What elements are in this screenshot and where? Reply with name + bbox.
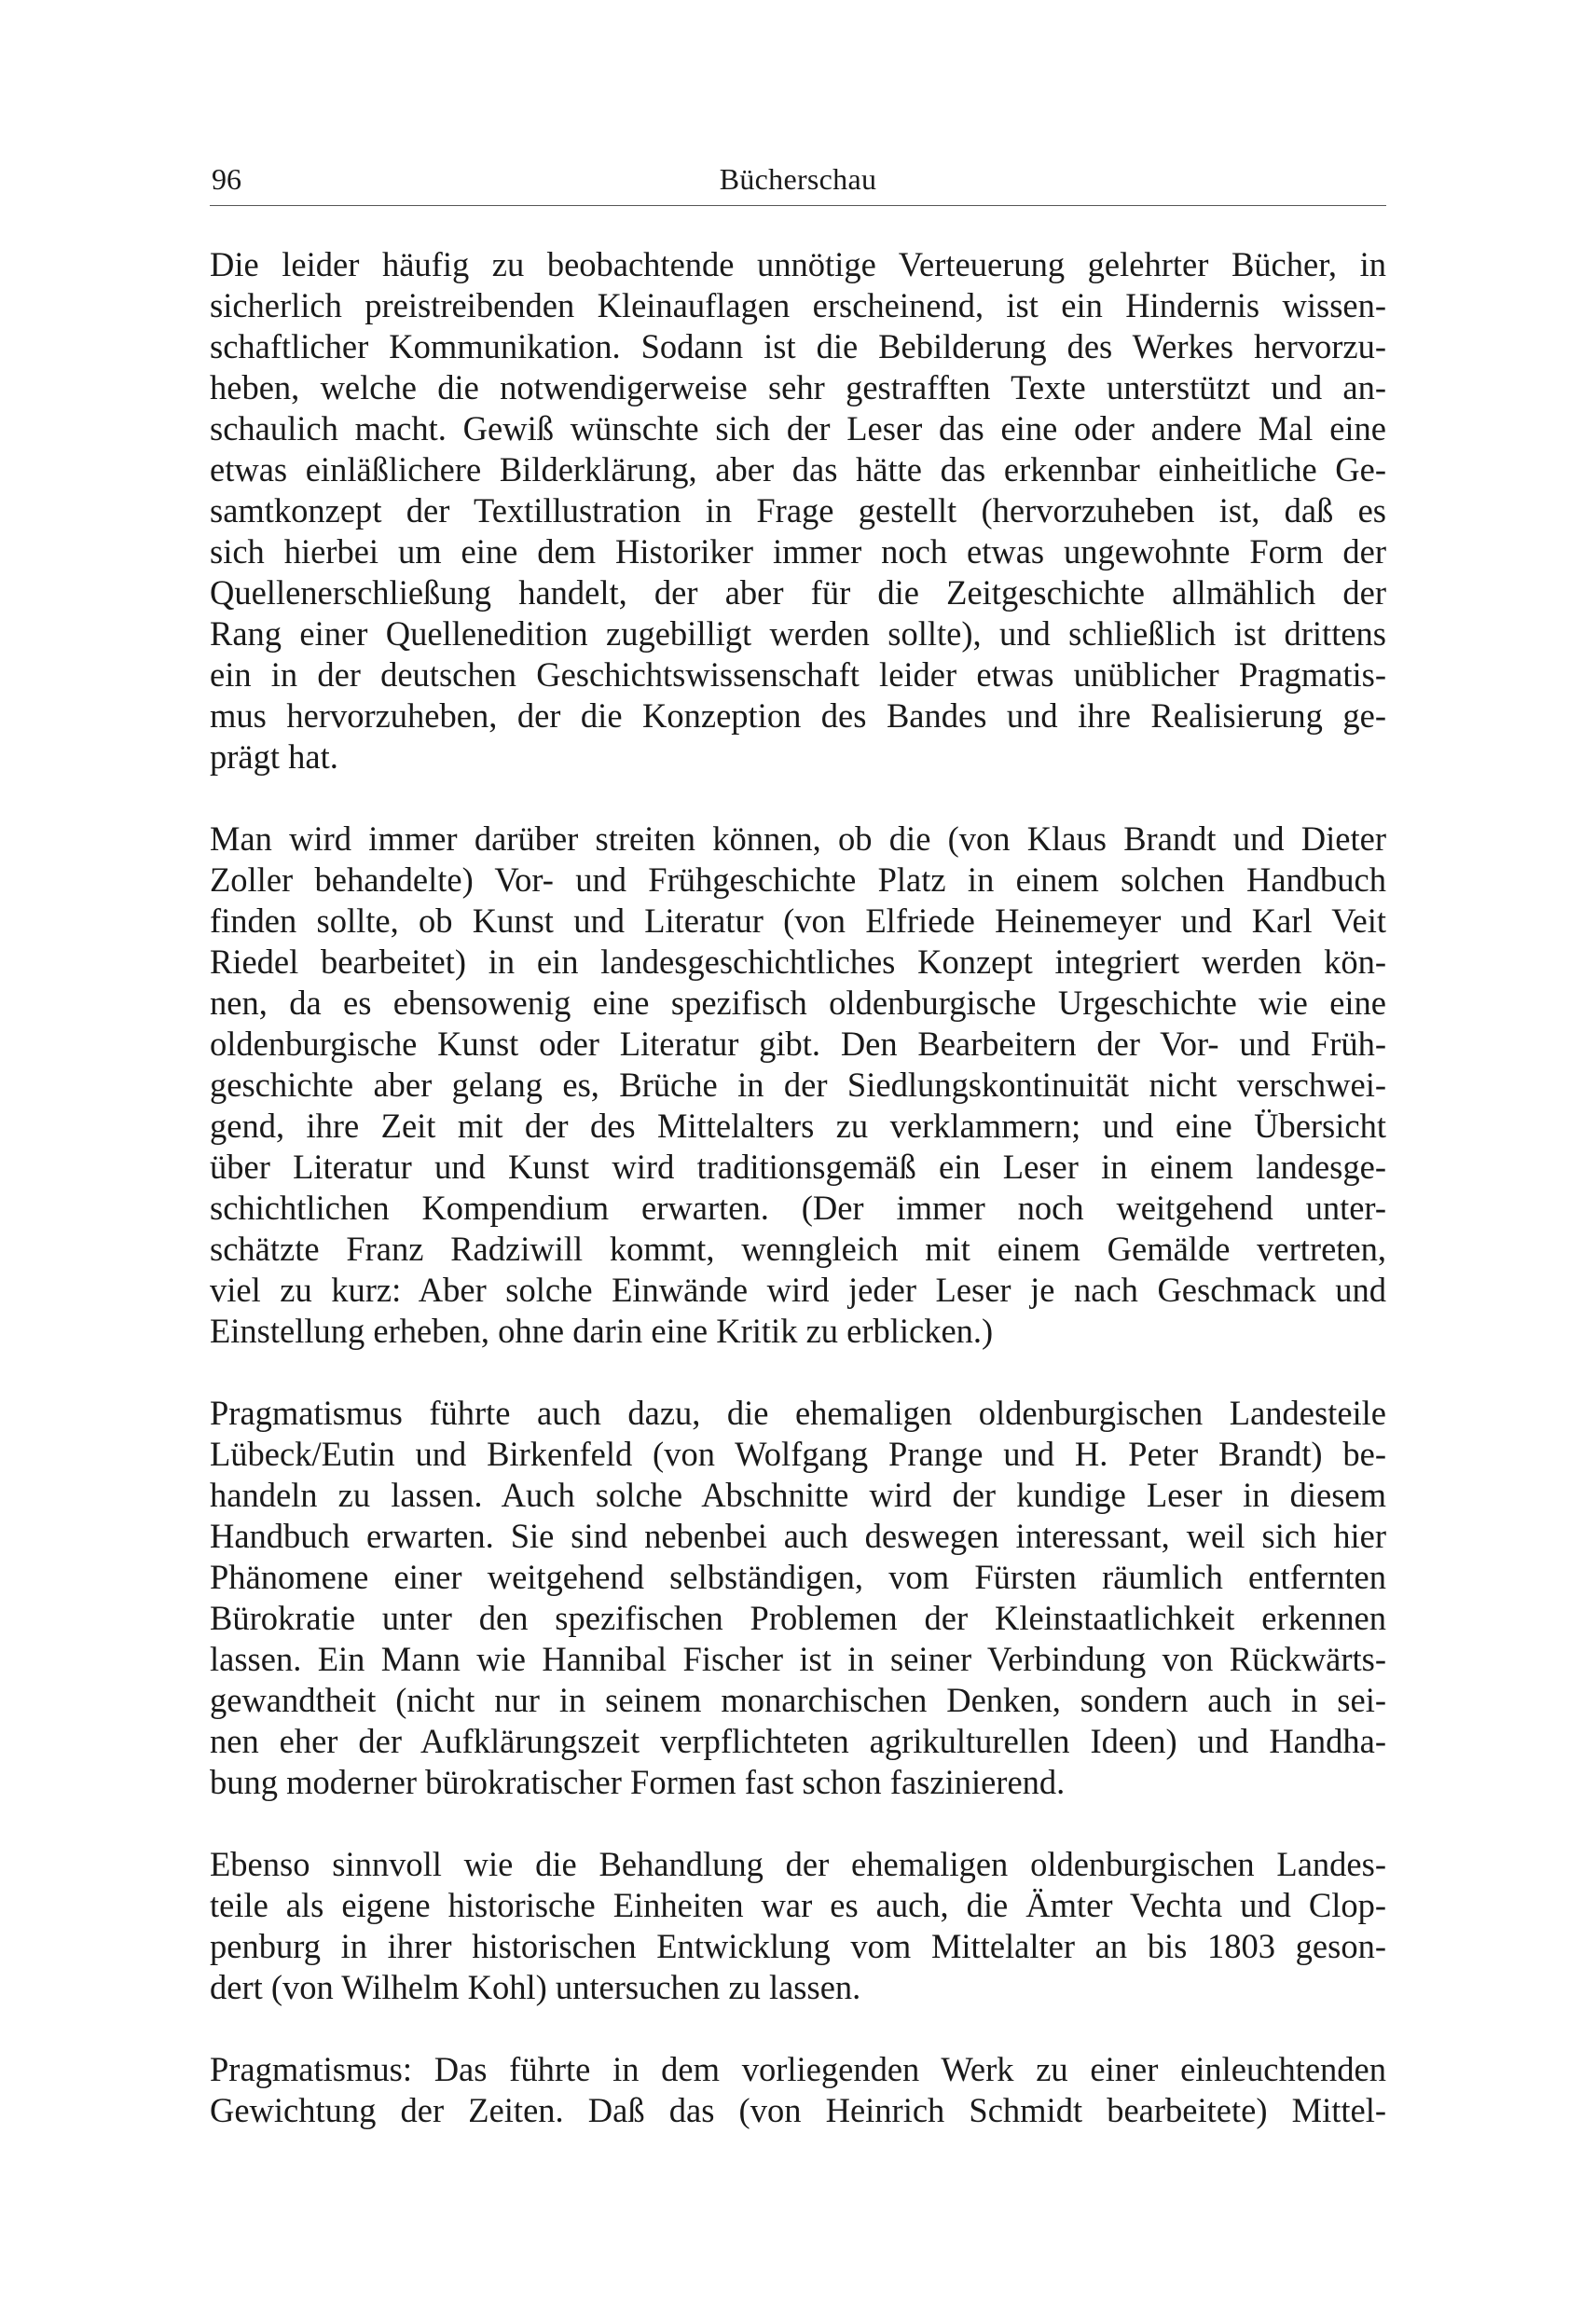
text-line: oldenburgische Kunst oder Literatur gibt. Den Bearbeitern der Vor- und Früh- [210, 1025, 1386, 1063]
text-line: Ebenso sinnvoll wie die Behandlung der ehemaligen oldenburgischen Landes- [210, 1845, 1386, 1883]
text-line: finden sollte, ob Kunst und Literatur (von Elfriede Heinemeyer und Karl Veit [210, 901, 1386, 940]
text-line: Gewichtung der Zeiten. Daß das (von Heinrich Schmidt bearbeitete) Mittel- [210, 2091, 1386, 2129]
text-line: über Literatur und Kunst wird traditionsgemäß ein Leser in einem landesge- [210, 1148, 1386, 1186]
body-text [210, 244, 1386, 2172]
text-line: Man wird immer darüber streiten können, ob die (von Klaus Brandt und Dieter [210, 819, 1386, 858]
text-line: Phänomene einer weitgehend selbständigen, vom Fürsten räumlich entfernten [210, 1558, 1386, 1596]
text-line: schaftlicher Kommunikation. Sodann ist die Bebilderung des Werkes hervorzu- [210, 327, 1386, 365]
text-line: ein in der deutschen Geschichtswissenschaft leider etwas unüblicher Pragmatis- [210, 655, 1386, 694]
text-line: Bürokratie unter den spezifischen Problemen der Kleinstaatlichkeit erkennen [210, 1599, 1386, 1637]
text-line: Einstellung erheben, ohne darin eine Kritik zu erblicken.) [210, 1312, 994, 1350]
text-line: prägt hat. [210, 737, 338, 776]
text-line: handeln zu lassen. Auch solche Abschnitte wird der kundige Leser in diesem [210, 1476, 1386, 1514]
text-line: penburg in ihrer historischen Entwicklung vom Mittelalter an bis 1803 geson- [210, 1927, 1386, 1965]
paragraph [210, 819, 1386, 1352]
text-line: bung moderner bürokratischer Formen fast schon faszinierend. [210, 1763, 1066, 1801]
text-line: Lübeck/Eutin und Birkenfeld (von Wolfgang Prange und H. Peter Brandt) be- [210, 1435, 1386, 1473]
text-line: dert (von Wilhelm Kohl) untersuchen zu lassen. [210, 1968, 861, 2006]
page-number: 96 [212, 162, 241, 196]
text-line: Handbuch erwarten. Sie sind nebenbei auch deswegen interessant, weil sich hier [210, 1517, 1386, 1555]
text-line: gend, ihre Zeit mit der des Mittelalters zu verklammern; und eine Übersicht [210, 1107, 1386, 1145]
running-head: Bücherschau [719, 162, 877, 196]
text-line: sicherlich preistreibenden Kleinauflagen erscheinend, ist ein Hindernis wissen- [210, 286, 1386, 324]
text-line: geschichte aber gelang es, Brüche in der Siedlungskontinuität nicht verschwei- [210, 1066, 1386, 1104]
text-line: etwas einläßlichere Bilderklärung, aber das hätte das erkennbar einheitliche Ge- [210, 450, 1386, 489]
text-line: Quellenerschließung handelt, der aber für die Zeitgeschichte allmählich der [210, 573, 1386, 612]
text-line: sich hierbei um eine dem Historiker immer noch etwas ungewohnte Form der [210, 532, 1386, 571]
text-line: gewandtheit (nicht nur in seinem monarchischen Denken, sondern auch in sei- [210, 1681, 1386, 1719]
text-line: schaulich macht. Gewiß wünschte sich der Leser das eine oder andere Mal eine [210, 409, 1386, 447]
text-line: viel zu kurz: Aber solche Einwände wird jeder Leser je nach Geschmack und [210, 1271, 1386, 1309]
text-line: Die leider häufig zu beobachtende unnötige Verteuerung gelehrter Bücher, in [210, 245, 1386, 283]
text-line: schätzte Franz Radziwill kommt, wenngleich mit einem Gemälde vertreten, [210, 1230, 1386, 1268]
text-line: mus hervorzuheben, der die Konzeption des Bandes und ihre Realisierung ge- [210, 696, 1386, 735]
text-line: Pragmatismus: Das führte in dem vorliegenden Werk zu einer einleuchtenden [210, 2050, 1386, 2088]
paragraph [210, 1393, 1386, 1803]
text-line: Rang einer Quellenedition zugebilligt werden sollte), und schließlich ist drittens [210, 614, 1386, 653]
text-line: schichtlichen Kompendium erwarten. (Der immer noch weitgehend unter- [210, 1189, 1386, 1227]
paragraph [210, 244, 1386, 778]
text-line: Zoller behandelte) Vor- und Frühgeschichte Platz in einem solchen Handbuch [210, 860, 1386, 899]
text-line: Riedel bearbeitet) in ein landesgeschichtliches Konzept integriert werden kön- [210, 943, 1386, 981]
text-line: samtkonzept der Textillustration in Frage gestellt (hervorzuheben ist, daß es [210, 491, 1386, 530]
paragraph [210, 1844, 1386, 2008]
page-header [210, 160, 1386, 206]
text-line: nen eher der Aufklärungszeit verpflichteten agrikulturellen Ideen) und Handha- [210, 1722, 1386, 1760]
text-line: teile als eigene historische Einheiten war es auch, die Ämter Vechta und Clop- [210, 1886, 1386, 1924]
text-line: heben, welche die notwendigerweise sehr gestrafften Texte unterstützt und an- [210, 368, 1386, 406]
paragraph [210, 2049, 1386, 2131]
text-line: nen, da es ebensowenig eine spezifisch oldenburgische Urgeschichte wie eine [210, 984, 1386, 1022]
text-line: lassen. Ein Mann wie Hannibal Fischer ist in seiner Verbindung von Rückwärts- [210, 1640, 1386, 1678]
text-line: Pragmatismus führte auch dazu, die ehemaligen oldenburgischen Landesteile [210, 1394, 1386, 1432]
